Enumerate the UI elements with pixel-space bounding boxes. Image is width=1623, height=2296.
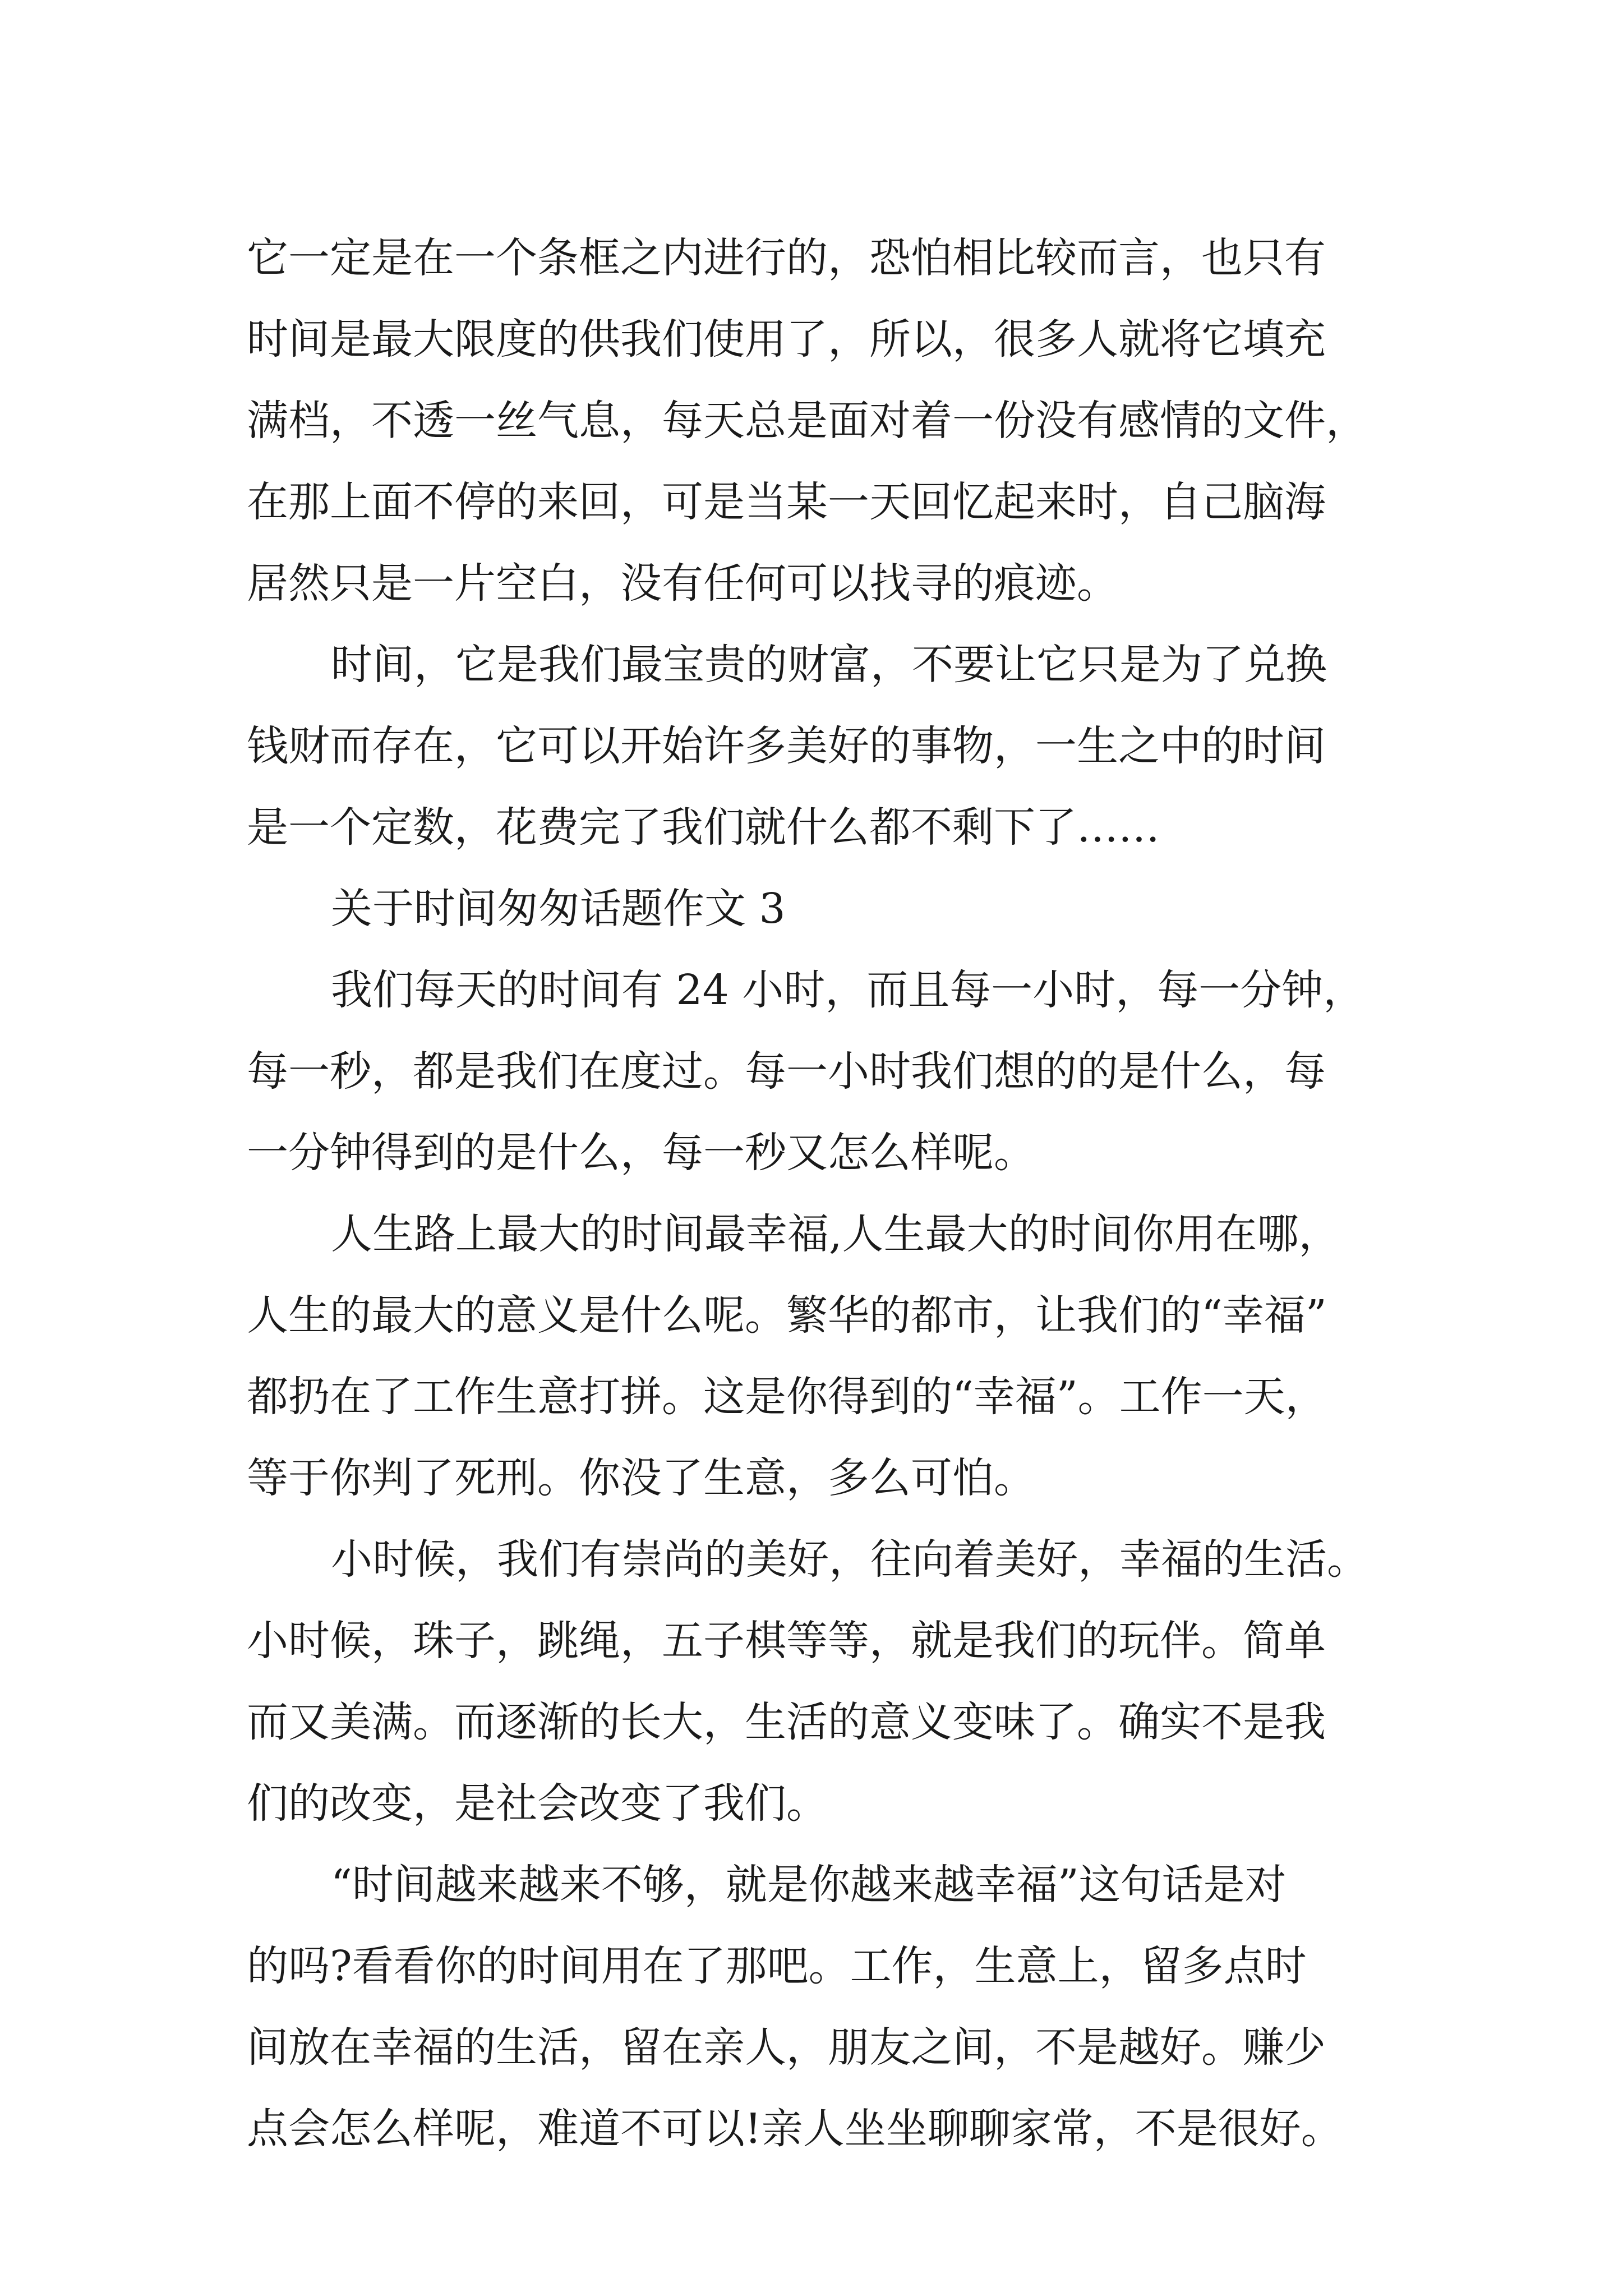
- text-line: 是一个定数，花费完了我们就什么都不剩下了……: [247, 803, 1160, 852]
- section-heading: 关于时间匆匆话题作文 3: [331, 885, 786, 933]
- text-line: 我们每天的时间有 24 小时，而且每一小时，每一分钟，: [331, 966, 1365, 1014]
- text-line: 人生路上最大的时间最幸福,人生最大的时间你用在哪，: [331, 1210, 1340, 1258]
- text-line: 的吗?看看你的时间用在了那吧。工作，生意上，留多点时: [247, 1942, 1307, 1990]
- text-line: “时间越来越来不够，就是你越来越幸福”这句话是对: [331, 1861, 1287, 1909]
- text-line: 时间是最大限度的供我们使用了，所以，很多人就将它填充: [247, 315, 1326, 364]
- text-line: 居然只是一片空白，没有任何可以找寻的痕迹。: [247, 559, 1118, 608]
- text-line: 小时候，珠子，跳绳，五子棋等等，就是我们的玩伴。简单: [247, 1617, 1326, 1665]
- text-line: 点会怎么样呢，难道不可以!亲人坐坐聊聊家常，不是很好。: [247, 2105, 1343, 2153]
- text-line: 间放在幸福的生活，留在亲人，朋友之间，不是越好。赚少: [247, 2023, 1326, 2072]
- text-line: 人生的最大的意义是什么呢。繁华的都市，让我们的“幸福”: [247, 1291, 1327, 1340]
- text-line: 小时候，我们有崇尚的美好，往向着美好，幸福的生活。: [331, 1535, 1368, 1584]
- text-line: 时间，它是我们最宝贵的财富，不要让它只是为了兑换: [331, 641, 1327, 689]
- text-line: 等于你判了死刑。你没了生意，多么可怕。: [247, 1454, 1035, 1502]
- text-line: 它一定是在一个条框之内进行的，恐怕相比较而言，也只有: [247, 234, 1326, 282]
- text-line: 满档，不透一丝气息，每天总是面对着一份没有感情的文件，: [247, 397, 1367, 445]
- text-line: 钱财而存在，它可以开始许多美好的事物，一生之中的时间: [247, 722, 1326, 770]
- text-line: 一分钟得到的是什么，每一秒又怎么样呢。: [247, 1129, 1035, 1177]
- text-line: 在那上面不停的来回，可是当某一天回忆起来时，自己脑海: [247, 478, 1326, 526]
- text-line: 们的改变，是社会改变了我们。: [247, 1779, 828, 1828]
- text-line: 而又美满。而逐渐的长大，生活的意义变味了。确实不是我: [247, 1698, 1326, 1746]
- text-line: 每一秒，都是我们在度过。每一小时我们想的的是什么，每: [247, 1047, 1326, 1096]
- text-line: 都扔在了工作生意打拼。这是你得到的“幸福”。工作一天，: [247, 1373, 1327, 1421]
- body-text: [247, 218, 1424, 2170]
